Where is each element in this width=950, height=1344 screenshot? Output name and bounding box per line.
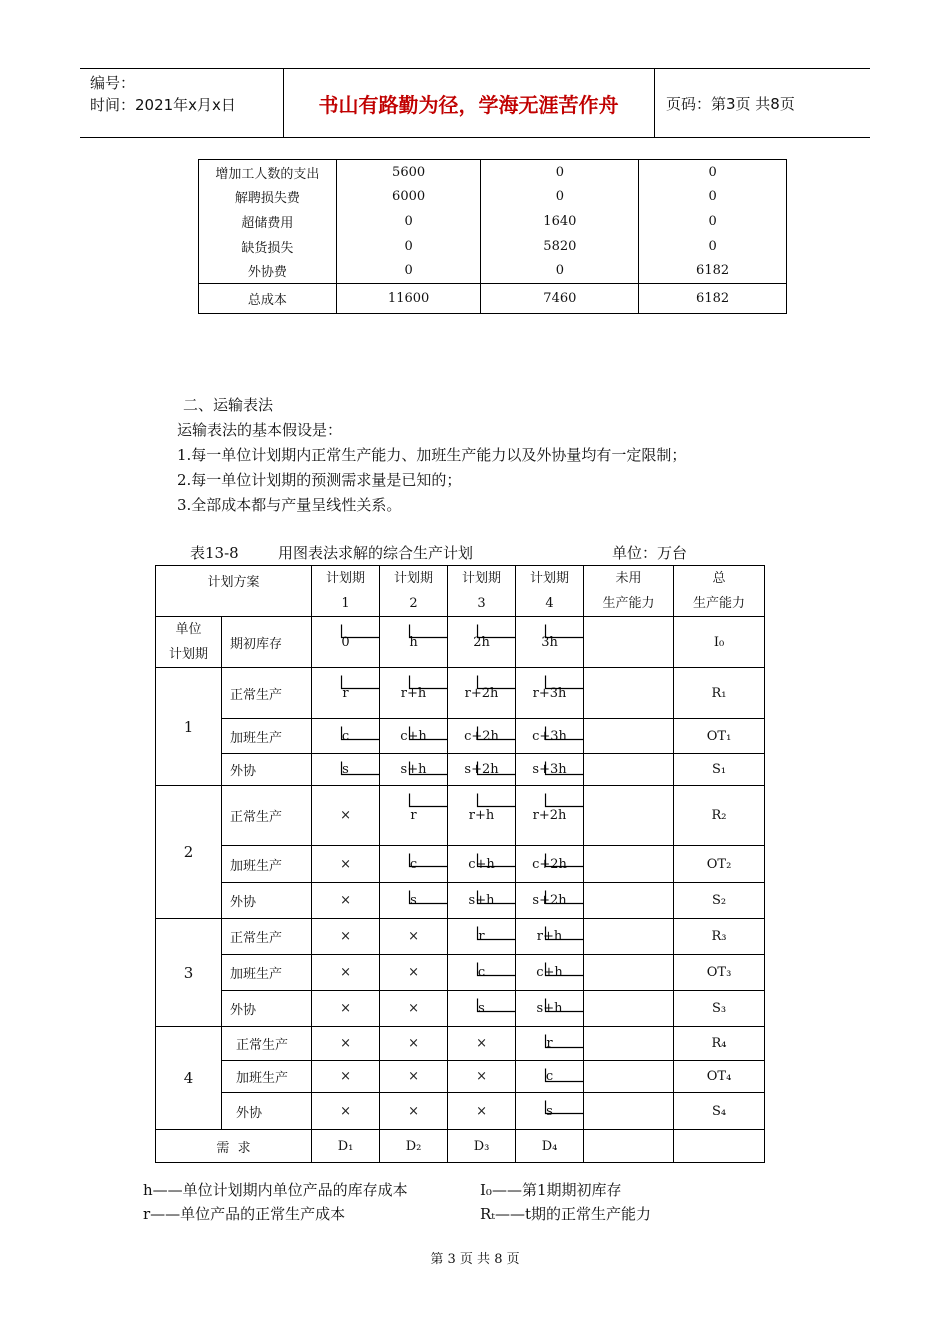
cost-value: 0 <box>639 209 787 234</box>
period-header <box>674 566 765 617</box>
cost-value: 5600 <box>336 160 481 185</box>
unit-cost-cell: c <box>516 1061 584 1093</box>
header-motto: 书山有路勤为径，学海无涯苦作舟 <box>318 92 619 117</box>
unused-capacity-cell <box>584 1061 674 1093</box>
period-header-line2: 2 <box>409 596 418 611</box>
infeasible-mark: × <box>312 846 380 883</box>
source-label: 正常生产 <box>222 919 312 955</box>
assumption-2: 2.每一单位计划期的预测需求量是已知的； <box>177 471 462 489</box>
period-header <box>584 566 674 617</box>
cost-label: 外协费 <box>199 258 337 283</box>
header-divider <box>654 69 655 137</box>
demand-value: D₁ <box>312 1130 380 1163</box>
initial-inventory-cost: h <box>380 617 448 668</box>
unused-capacity-cell <box>584 617 674 668</box>
capacity-cell: R₂ <box>674 786 765 846</box>
period-header-line2: 4 <box>545 596 554 611</box>
capacity-cell <box>674 1130 765 1163</box>
page-footer: 第 3 页 共 8 页 <box>430 1252 520 1267</box>
source-label: 外协 <box>222 754 312 786</box>
infeasible-mark: × <box>380 991 448 1027</box>
source-label: 加班生产 <box>222 955 312 991</box>
unused-capacity-cell <box>584 1027 674 1061</box>
legend-r: r——单位产品的正常生产成本 <box>143 1205 346 1223</box>
table-number: 表13-8 <box>190 544 239 562</box>
period-number: 1 <box>156 668 222 786</box>
unit-cost-cell: r+h <box>448 786 516 846</box>
source-label: 外协 <box>222 991 312 1027</box>
unit-cost-cell: r <box>380 786 448 846</box>
plan-header-row <box>156 566 765 617</box>
plan-row <box>156 955 765 991</box>
infeasible-mark: × <box>312 955 380 991</box>
capacity-cell: S₁ <box>674 754 765 786</box>
initial-inventory-label: 期初库存 <box>222 617 312 668</box>
demand-value: D₂ <box>380 1130 448 1163</box>
plan-row <box>156 668 765 719</box>
legend-i0: I₀——第1期期初库存 <box>480 1181 622 1199</box>
unit-cost-cell: s+3h <box>516 754 584 786</box>
unit-cost-cell: c <box>380 846 448 883</box>
unit-cost-cell: s <box>448 991 516 1027</box>
cost-value: 0 <box>639 234 787 259</box>
unit-cost-cell: s <box>516 1093 584 1130</box>
initial-inventory-cost: 0 <box>312 617 380 668</box>
cost-value: 0 <box>639 160 787 185</box>
demand-row <box>156 1130 765 1163</box>
capacity-cell: OT₁ <box>674 719 765 754</box>
period-header-line1: 计划期 <box>394 571 434 586</box>
period-label: 计划期 <box>168 647 208 662</box>
capacity-cell: R₄ <box>674 1027 765 1061</box>
period-header-line2: 生产能力 <box>602 596 655 611</box>
cost-total-row <box>199 283 787 313</box>
plan-row <box>156 1061 765 1093</box>
assumption-3: 3.全部成本都与产量呈线性关系。 <box>177 496 402 514</box>
unused-capacity-cell <box>584 955 674 991</box>
period-header <box>312 566 380 617</box>
unused-capacity-cell <box>584 1130 674 1163</box>
unit-cost-cell: s+h <box>448 883 516 919</box>
unit-cost-cell: r+h <box>380 668 448 719</box>
unused-capacity-cell <box>584 883 674 919</box>
cost-value: 0 <box>336 209 481 234</box>
capacity-cell: S₃ <box>674 991 765 1027</box>
cost-label: 增加工人数的支出 <box>199 160 337 185</box>
unused-capacity-cell <box>584 754 674 786</box>
assumption-1: 1.每一单位计划期内正常生产能力、加班生产能力以及外协量均有一定限制； <box>177 446 687 464</box>
initial-inventory-cost: 3h <box>516 617 584 668</box>
cost-total-value: 11600 <box>336 283 481 313</box>
infeasible-mark: × <box>312 991 380 1027</box>
source-label: 外协 <box>222 1093 312 1130</box>
demand-label: 需 求 <box>156 1130 312 1163</box>
cost-value: 0 <box>481 185 639 210</box>
period-header-line1: 未用 <box>615 571 642 586</box>
unit-cost-cell: s+h <box>516 991 584 1027</box>
unit-cost-cell: s <box>380 883 448 919</box>
infeasible-mark: × <box>312 786 380 846</box>
capacity-cell: OT₄ <box>674 1061 765 1093</box>
infeasible-mark: × <box>312 1027 380 1061</box>
cost-row <box>199 185 787 210</box>
period-number: 3 <box>156 919 222 1027</box>
period-header-line1: 计划期 <box>530 571 570 586</box>
cost-total-value: 7460 <box>481 283 639 313</box>
unit-cost-cell: r+2h <box>516 786 584 846</box>
capacity-cell: OT₃ <box>674 955 765 991</box>
cost-value: 6182 <box>639 258 787 283</box>
capacity-cell: OT₂ <box>674 846 765 883</box>
unused-capacity-cell <box>584 846 674 883</box>
cost-value: 5820 <box>481 234 639 259</box>
unit-cost-cell: c <box>312 719 380 754</box>
unit-cost-cell: r+2h <box>448 668 516 719</box>
cost-value: 0 <box>481 160 639 185</box>
doc-time: 时间：2021年x月x日 <box>90 96 236 114</box>
period-header <box>380 566 448 617</box>
unit-cost-cell: c+3h <box>516 719 584 754</box>
source-label: 加班生产 <box>222 1061 312 1093</box>
demand-value: D₄ <box>516 1130 584 1163</box>
section-intro: 运输表法的基本假设是： <box>177 421 343 439</box>
plan-header <box>156 566 312 617</box>
unit-cost-cell: r+h <box>516 919 584 955</box>
capacity-cell: S₄ <box>674 1093 765 1130</box>
cost-row <box>199 209 787 234</box>
unused-capacity-cell <box>584 668 674 719</box>
period-header-line2: 3 <box>477 596 486 611</box>
doc-code: 编号： <box>90 74 136 92</box>
unit-cost-cell: c+h <box>516 955 584 991</box>
infeasible-mark: × <box>312 1093 380 1130</box>
unit-cost-cell: c+2h <box>516 846 584 883</box>
unit-cost-cell: s <box>312 754 380 786</box>
plan-row <box>156 754 765 786</box>
legend-rt: Rₜ——t期的正常生产能力 <box>480 1205 652 1223</box>
unit-label: 单位 <box>175 622 202 637</box>
source-label: 加班生产 <box>222 719 312 754</box>
source-label: 正常生产 <box>222 668 312 719</box>
cost-row <box>199 160 787 185</box>
unit-cost-cell: r <box>516 1027 584 1061</box>
plan-row <box>156 883 765 919</box>
plan-row <box>156 1093 765 1130</box>
cost-table <box>198 159 787 314</box>
period-header-line2: 生产能力 <box>693 596 746 611</box>
cost-label: 缺货损失 <box>199 234 337 259</box>
source-label: 外协 <box>222 883 312 919</box>
cost-value: 0 <box>481 258 639 283</box>
unit-cost-cell: c+2h <box>448 719 516 754</box>
period-header <box>516 566 584 617</box>
source-label: 加班生产 <box>222 846 312 883</box>
cost-label: 超储费用 <box>199 209 337 234</box>
infeasible-mark: × <box>380 1061 448 1093</box>
source-label: 正常生产 <box>222 786 312 846</box>
unit-period-header <box>156 617 222 668</box>
infeasible-mark: × <box>312 1061 380 1093</box>
unit-cost-cell: r <box>312 668 380 719</box>
unit-cost-cell: s+2h <box>516 883 584 919</box>
plan-header-label: 计划方案 <box>207 575 260 590</box>
unused-capacity-cell <box>584 786 674 846</box>
cost-value: 0 <box>639 185 787 210</box>
header-page: 页码：第3页 共8页 <box>666 94 795 113</box>
source-label: 正常生产 <box>222 1027 312 1061</box>
demand-value: D₃ <box>448 1130 516 1163</box>
period-header-line2: 1 <box>341 596 350 611</box>
cost-row <box>199 258 787 283</box>
capacity-cell: S₂ <box>674 883 765 919</box>
unused-capacity-cell <box>584 1093 674 1130</box>
unit-cost-cell: r+3h <box>516 668 584 719</box>
table-unit: 单位：万台 <box>612 544 688 562</box>
unit-cost-cell: c+h <box>448 846 516 883</box>
table-title: 用图表法求解的综合生产计划 <box>278 544 474 562</box>
cost-label: 解聘损失费 <box>199 185 337 210</box>
plan-row <box>156 719 765 754</box>
infeasible-mark: × <box>380 1093 448 1130</box>
header-meta <box>90 72 236 116</box>
capacity-cell: R₃ <box>674 919 765 955</box>
unit-cost-cell: r <box>448 919 516 955</box>
period-number: 4 <box>156 1027 222 1130</box>
cost-total-label: 总成本 <box>199 283 337 313</box>
plan-row <box>156 786 765 846</box>
unit-cost-cell: c <box>448 955 516 991</box>
unit-cost-cell: s+h <box>380 754 448 786</box>
initial-inventory-cost: 2h <box>448 617 516 668</box>
period-number: 2 <box>156 786 222 919</box>
cost-value: 0 <box>336 258 481 283</box>
initial-inventory-cap: I₀ <box>674 617 765 668</box>
infeasible-mark: × <box>380 919 448 955</box>
transport-table <box>155 565 765 1163</box>
initial-inventory-row <box>156 617 765 668</box>
page-header <box>80 68 870 138</box>
plan-row <box>156 919 765 955</box>
infeasible-mark: × <box>448 1093 516 1130</box>
section-heading: 二、运输表法 <box>183 396 274 414</box>
period-header-line1: 总 <box>712 571 726 586</box>
cost-value: 6000 <box>336 185 481 210</box>
infeasible-mark: × <box>448 1061 516 1093</box>
cost-total-value: 6182 <box>639 283 787 313</box>
plan-row <box>156 1027 765 1061</box>
plan-row <box>156 991 765 1027</box>
unit-cost-cell: c+h <box>380 719 448 754</box>
cost-value: 0 <box>336 234 481 259</box>
plan-row <box>156 846 765 883</box>
infeasible-mark: × <box>312 883 380 919</box>
period-header <box>448 566 516 617</box>
unused-capacity-cell <box>584 919 674 955</box>
infeasible-mark: × <box>312 919 380 955</box>
legend-h: h——单位计划期内单位产品的库存成本 <box>143 1181 408 1199</box>
unused-capacity-cell <box>584 991 674 1027</box>
infeasible-mark: × <box>448 1027 516 1061</box>
capacity-cell: R₁ <box>674 668 765 719</box>
unit-cost-cell: s+2h <box>448 754 516 786</box>
period-header-line1: 计划期 <box>326 571 366 586</box>
period-header-line1: 计划期 <box>462 571 502 586</box>
infeasible-mark: × <box>380 1027 448 1061</box>
infeasible-mark: × <box>380 955 448 991</box>
cost-row <box>199 234 787 259</box>
cost-value: 1640 <box>481 209 639 234</box>
unused-capacity-cell <box>584 719 674 754</box>
